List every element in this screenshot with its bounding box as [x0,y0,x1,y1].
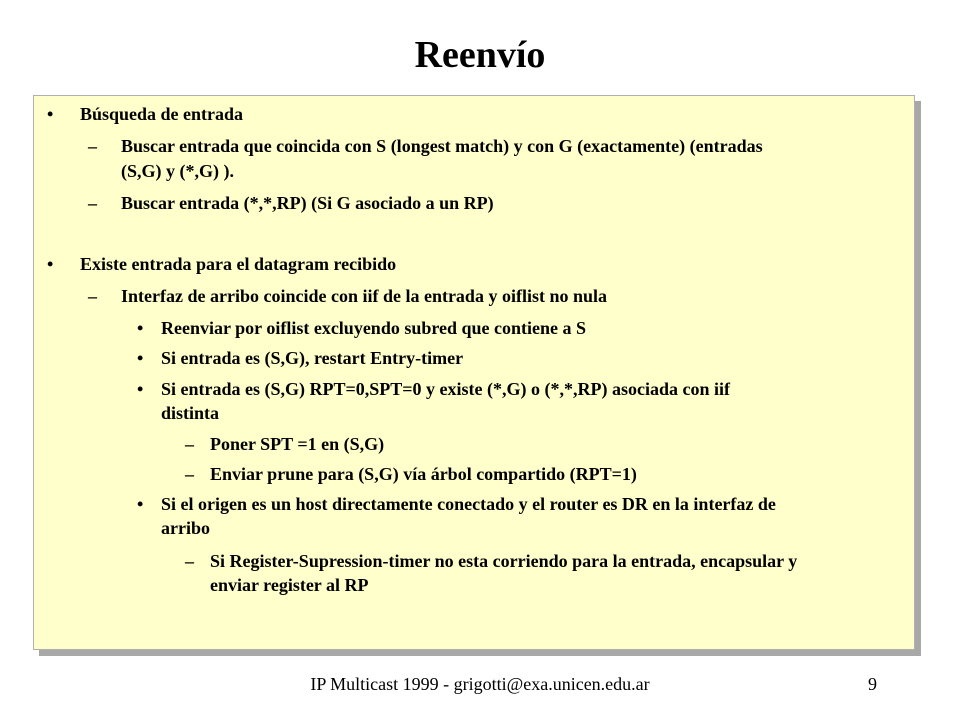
item-text: Búsqueda de entrada [80,104,244,124]
list-item [185,432,905,457]
item-text: Enviar prune para (S,G) vía árbol compartido (RPT=1) [210,464,637,484]
footer-text: IP Multicast 1999 - grigotti@exa.unicen.edu.ar [310,674,650,694]
list-item [137,316,907,341]
list-item [137,377,907,427]
item-text-continued: distinta [161,403,220,423]
item-text: Buscar entrada (*,*,RP) (Si G asociado a un RP) [121,193,494,213]
page-number: 9 [868,674,877,694]
list-item [47,102,907,127]
bullet-marker: • [137,494,144,514]
item-text: Buscar entrada que coincida con S (longest match) y con G (exactamente) (entradas [121,136,763,156]
item-text: Poner SPT =1 en (S,G) [210,434,385,454]
item-text-continued: enviar register al RP [210,575,369,595]
item-text-continued: arribo [161,518,210,538]
content-panel [33,95,915,650]
bullet-marker: • [137,379,144,399]
list-item [137,492,907,542]
bullet-marker: • [137,348,144,368]
dash-marker: – [88,136,97,156]
dash-marker: – [185,434,194,454]
dash-marker: – [185,551,194,571]
list-item [88,134,908,184]
item-text: Si entrada es (S,G) RPT=0,SPT=0 y existe (*,G) o (*,*,RP) asociada con iif [161,379,730,399]
bullet-marker: • [47,104,54,124]
list-item [185,549,905,599]
item-text: Reenviar por oiflist excluyendo subred que contiene a S [161,318,587,338]
list-item [185,462,905,487]
list-item [88,191,908,216]
dash-marker: – [88,286,97,306]
item-text: Si entrada es (S,G), restart Entry-timer [161,348,464,368]
item-text: Si el origen es un host directamente conectado y el router es DR en la interfaz de [161,494,776,514]
item-text-continued: (S,G) y (*,G) ). [121,161,234,181]
list-item [88,284,908,309]
item-text: Interfaz de arribo coincide con iif de la entrada y oiflist no nula [121,286,607,306]
dash-marker: – [88,193,97,213]
item-text: Si Register-Supression-timer no esta corriendo para la entrada, encapsular y [210,551,798,571]
list-item [137,346,907,371]
dash-marker: – [185,464,194,484]
item-text: Existe entrada para el datagram recibido [80,254,397,274]
bullet-marker: • [137,318,144,338]
list-item [47,252,907,277]
bullet-marker: • [47,254,54,274]
slide-title: Reenvío [414,34,546,76]
